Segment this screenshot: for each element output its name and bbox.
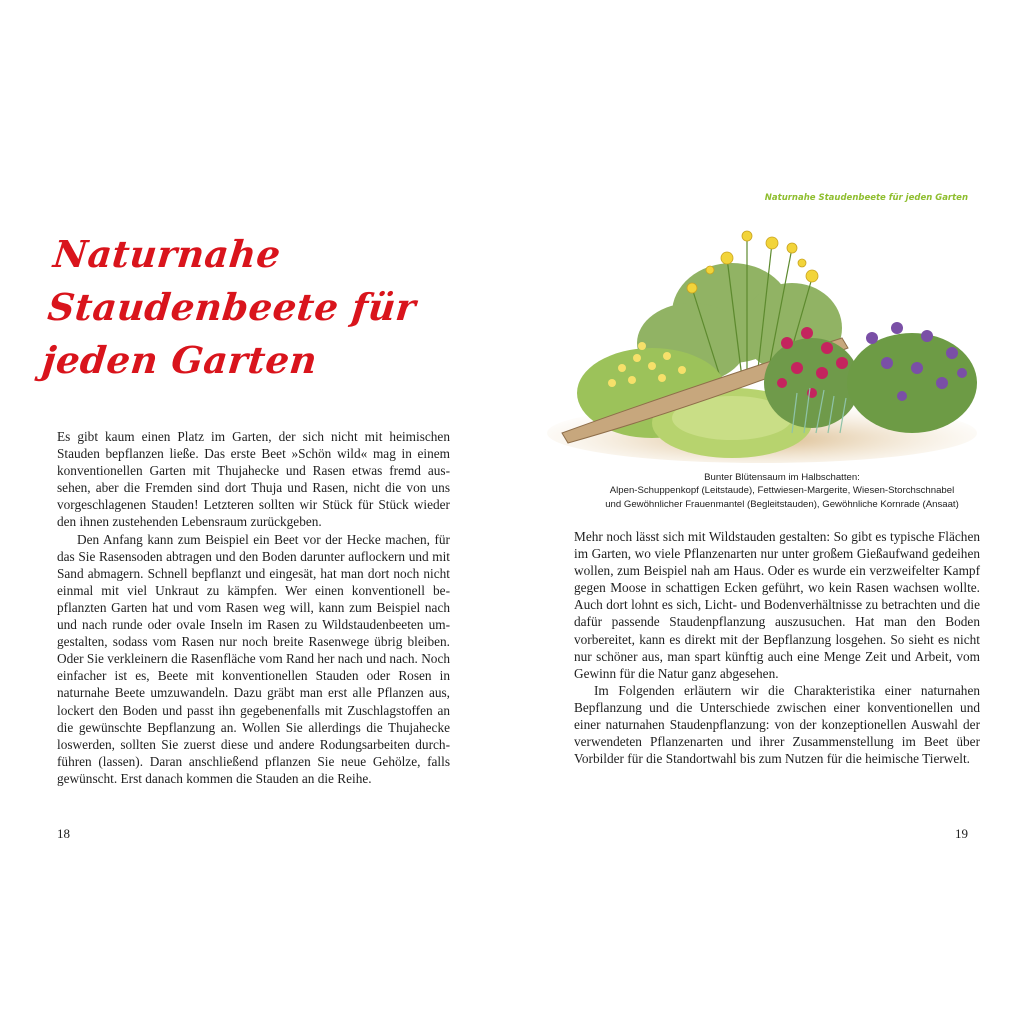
left-body-text (57, 428, 450, 787)
paragraph: Es gibt kaum einen Platz im Garten, der sich nicht mit heimischen Stauden bepflanzen ließe. Das erste Beet »Schön wild« mag in einem konventionellen Garten mit Thujahecke und Rasen etwas fremd aussehen, aber die Fremden sind dort Thuja und Rasen, nicht die von uns vorgeschlagenen Stauden! Letzteren sollten wir Stück für Stück wieder den ihnen zustehenden Lebensraum zurückgeben. (57, 429, 450, 530)
caption-line: Bunter Blütensaum im Halbschatten: (704, 472, 860, 483)
illustration-caption (582, 471, 982, 511)
right-body-text (574, 528, 980, 767)
page-number-right: 19 (955, 826, 968, 841)
page-number-left: 18 (57, 826, 70, 841)
paragraph: Den Anfang kann zum Beispiel ein Beet vor der Hecke machen, für das Sie Rasensoden abtragen und den Boden darunter auflockern und mit Sand abmagern. Schnell bepflanzt und eingesät, hat man dort noch nicht einmal mit viel Unkraut zu kämpfen. Wer einen konventionell bepflanzten Garten hat und vom Rasen weg will, kann zum Beispiel nach und nach runde oder ovale Inseln im Rasen zu Wildstaudenbeeten umgestalten, sodass vom Rasen nur noch breite Rasenwege übrig bleiben. Oder Sie verkleinern die Rasenfläche vom Rand her nach und nach. Noch einfacher ist es, Beete mit konventionellen Stauden oder Rosen in naturnahe Beete umzuwandeln. Dazu gräbt man erst alle Pflanzen aus, lockert den Boden und passt ihn gegebenenfalls mit Zuschlagstoffen an die gewünschte Bepflanzung an. Wollen Sie allerdings die Thujahecke loswerden, sollten Sie zuerst diese und andere Rodungsarbeiten durchführen (lassen). Daran anschließend pflanzen Sie neue Gehölze, falls gewünscht. Erst danach kommen die Stauden an die Reihe. (57, 531, 450, 786)
paragraph: Mehr noch lässt sich mit Wildstauden gestalten: So gibt es typische Flächen im Garten, wo viele Pflanzenarten nur unter großem Gießaufwand gedeihen wollen, zum Beispiel nah am Haus. Oder es wurde ein verzweifelter Kampf gegen Moose in schattigen Ecken geführt, wo kein Rasen wachsen wollte. Auch dort lohnt es sich, Licht- und Bodenverhältnisse zu betrachten und die dafür passende Staudenpflanzung auszusuchen. Hat man den Boden vorbereitet, kann es direkt mit der Bepflanzung losgehen. So sieht es nicht nur schöner aus, man spart künftig auch eine Menge Zeit und Arbeit, vom Gewinn für die Natur ganz abgesehen. (574, 529, 980, 681)
flower-bed-illustration (542, 218, 988, 468)
title-line: Staudenbeete für (45, 285, 419, 329)
title-line: jeden Garten (40, 338, 320, 382)
right-page (512, 0, 1024, 1024)
title-line: Naturnahe (51, 232, 284, 276)
paragraph: Im Folgenden erläutern wir die Charakteristika einer naturnahen Bepflanzung und die Unterschiede zwischen einer konventionellen und einer naturnahen Staudenpflanzung: von der konzeptionellen Auswahl der verwendeten Pflanzenarten und ihrer Zusammenstellung im Beet über Vorbilder für die Standortwahl bis zum Nutzen für die heimische Tierwelt. (574, 682, 980, 767)
chapter-title (40, 228, 457, 387)
running-header: Naturnahe Staudenbeete für jeden Garten (764, 193, 968, 203)
caption-line: und Gewöhnlicher Frauenmantel (Begleitstauden), Gewöhnliche Kornrade (Ansaat) (605, 498, 959, 510)
caption-line: Alpen-Schuppenkopf (Leitstaude), Fettwiesen-Margerite, Wiesen-Storchschnabel (609, 485, 955, 497)
